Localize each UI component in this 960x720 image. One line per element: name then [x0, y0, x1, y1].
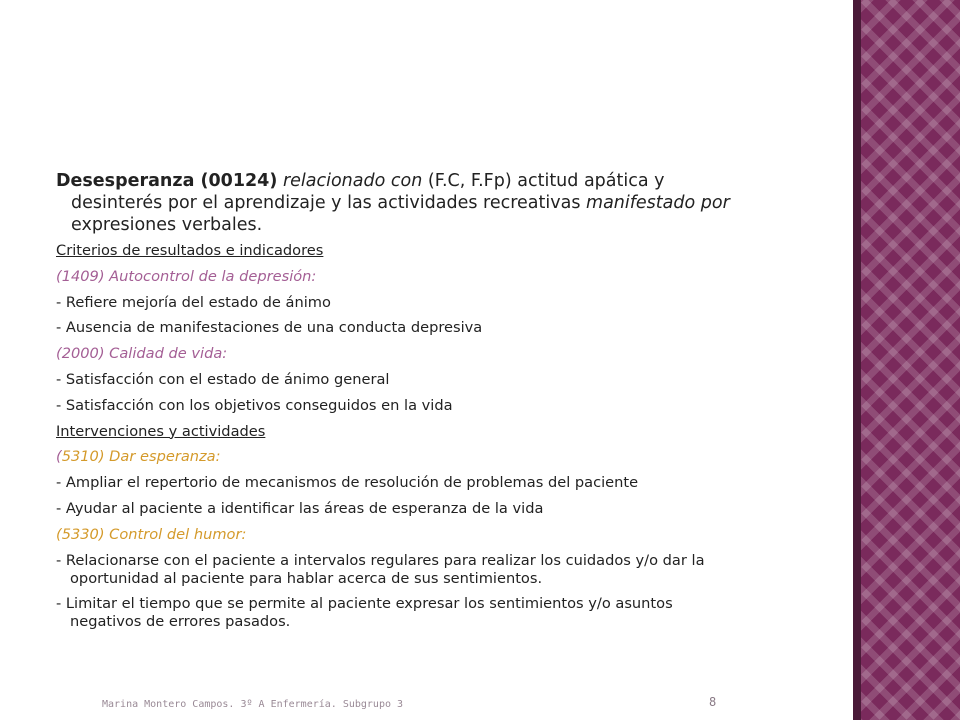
criteria-item: - Ausencia de manifestaciones de una conducta depresiva	[56, 319, 483, 337]
slide-content	[56, 170, 746, 639]
footer-author: Marina Montero Campos. 3º A Enfermería. Subgrupo 3	[102, 699, 404, 710]
page-number: 8	[709, 695, 717, 709]
decorative-side-panel	[853, 0, 960, 720]
interventions-title: Intervenciones y actividades	[56, 422, 266, 440]
intervention-item: - Ampliar el repertorio de mecanismos de resolución de problemas del paciente	[56, 474, 639, 492]
diagnosis-related-label: relacionado con	[282, 171, 423, 191]
intervention-label-text: 5310) Dar esperanza:	[61, 448, 221, 466]
diagnosis-title: Desesperanza (00124)	[56, 171, 278, 191]
intervention-label	[56, 448, 746, 466]
criteria-item: - Refiere mejoría del estado de ánimo	[56, 293, 331, 311]
diagnosis-related-text: (F.C, F.Fp) actitud apática y desinterés por el aprendizaje y las actividades recreativas	[71, 171, 665, 213]
criteria-item: - Satisfacción con el estado de ánimo general	[56, 370, 390, 388]
diagnosis-manifested-text: expresiones verbales.	[71, 215, 263, 235]
intervention-item: - Relacionarse con el paciente a intervalos regulares para realizar los cuidados y/o dar la oportunidad al paciente para hablar acerca de sus sentimientos.	[56, 551, 705, 587]
diagnosis-manifested-label: manifestado por	[586, 193, 730, 213]
intervention-label: (5330) Control del humor:	[56, 525, 247, 543]
criteria-title: Criterios de resultados e indicadores	[56, 242, 324, 259]
criteria-label: (1409) Autocontrol de la depresión:	[56, 267, 317, 285]
intervention-label-prefix: (	[56, 448, 62, 466]
diagnosis-heading	[56, 170, 746, 236]
criteria-item: - Satisfacción con los objetivos conseguidos en la vida	[56, 396, 453, 414]
side-panel-strip	[853, 0, 861, 720]
criteria-label: (2000) Calidad de vida:	[56, 345, 228, 363]
intervention-item: - Limitar el tiempo que se permite al paciente expresar los sentimientos y/o asuntos negativos de errores pasados.	[56, 595, 673, 631]
intervention-item: - Ayudar al paciente a identificar las áreas de esperanza de la vida	[56, 499, 544, 517]
